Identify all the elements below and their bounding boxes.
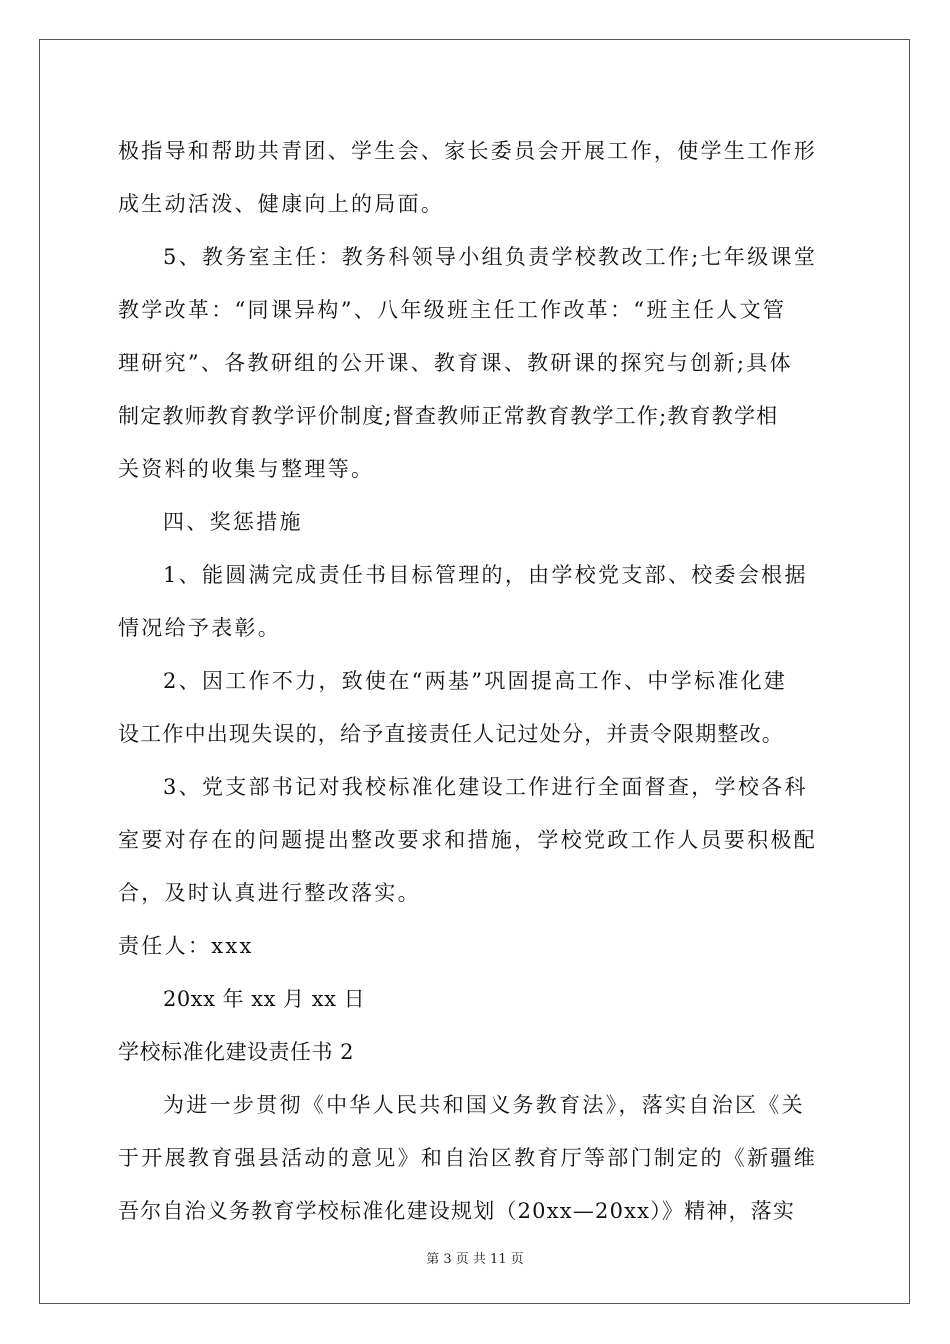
document-body xyxy=(118,125,834,1238)
body-line: 5、教务室主任：教务科领导小组负责学校教改工作;七年级课堂 xyxy=(163,245,818,269)
body-line: 情况给予表彰。 xyxy=(118,616,282,640)
body-line: 极指导和帮助共青团、学生会、家长委员会开展工作，使学生工作形 xyxy=(118,139,817,163)
body-line: 为进一步贯彻《中华人民共和国义务教育法》，落实自治区《关 xyxy=(163,1093,805,1117)
body-line: 吾尔自治义务教育学校标准化建设规划（20xx—20xx）》精神，落实 xyxy=(118,1199,796,1223)
body-line: 制定教师教育教学评价制度;督查教师正常教育教学工作;教育教学相 xyxy=(118,404,779,428)
body-line: 成生动活泼、健康向上的局面。 xyxy=(118,192,445,216)
body-line: 2、因工作不力，致使在“两基”巩固提高工作、中学标准化建 xyxy=(163,669,788,693)
document-title: 学校标准化建设责任书 2 xyxy=(118,1040,355,1064)
date-line: 20xx 年 xx 月 xx 日 xyxy=(163,987,366,1011)
body-line: 教学改革：“同课异构”、八年级班主任工作改革：“班主任人文管 xyxy=(118,298,787,322)
body-line: 1、能圆满完成责任书目标管理的，由学校党支部、校委会根据 xyxy=(163,563,808,587)
body-line: 关资料的收集与整理等。 xyxy=(118,457,375,481)
body-line: 于开展教育强县活动的意见》和自治区教育厅等部门制定的《新疆维 xyxy=(118,1146,817,1170)
body-line: 合，及时认真进行整改落实。 xyxy=(118,881,421,905)
body-line: 3、党支部书记对我校标准化建设工作进行全面督查，学校各科 xyxy=(163,775,808,799)
section-heading: 四、奖惩措施 xyxy=(163,510,303,534)
body-line: 室要对存在的问题提出整改要求和措施，学校党政工作人员要积极配 xyxy=(118,828,817,852)
responsible-person: 责任人：xxx xyxy=(118,934,254,958)
page-footer: 第 3 页 共 11 页 xyxy=(426,1252,524,1267)
body-line: 设工作中出现失误的，给予直接责任人记过处分，并责令限期整改。 xyxy=(118,722,784,746)
body-line: 理研究”、各教研组的公开课、教育课、教研课的探究与创新;具体 xyxy=(118,351,793,375)
